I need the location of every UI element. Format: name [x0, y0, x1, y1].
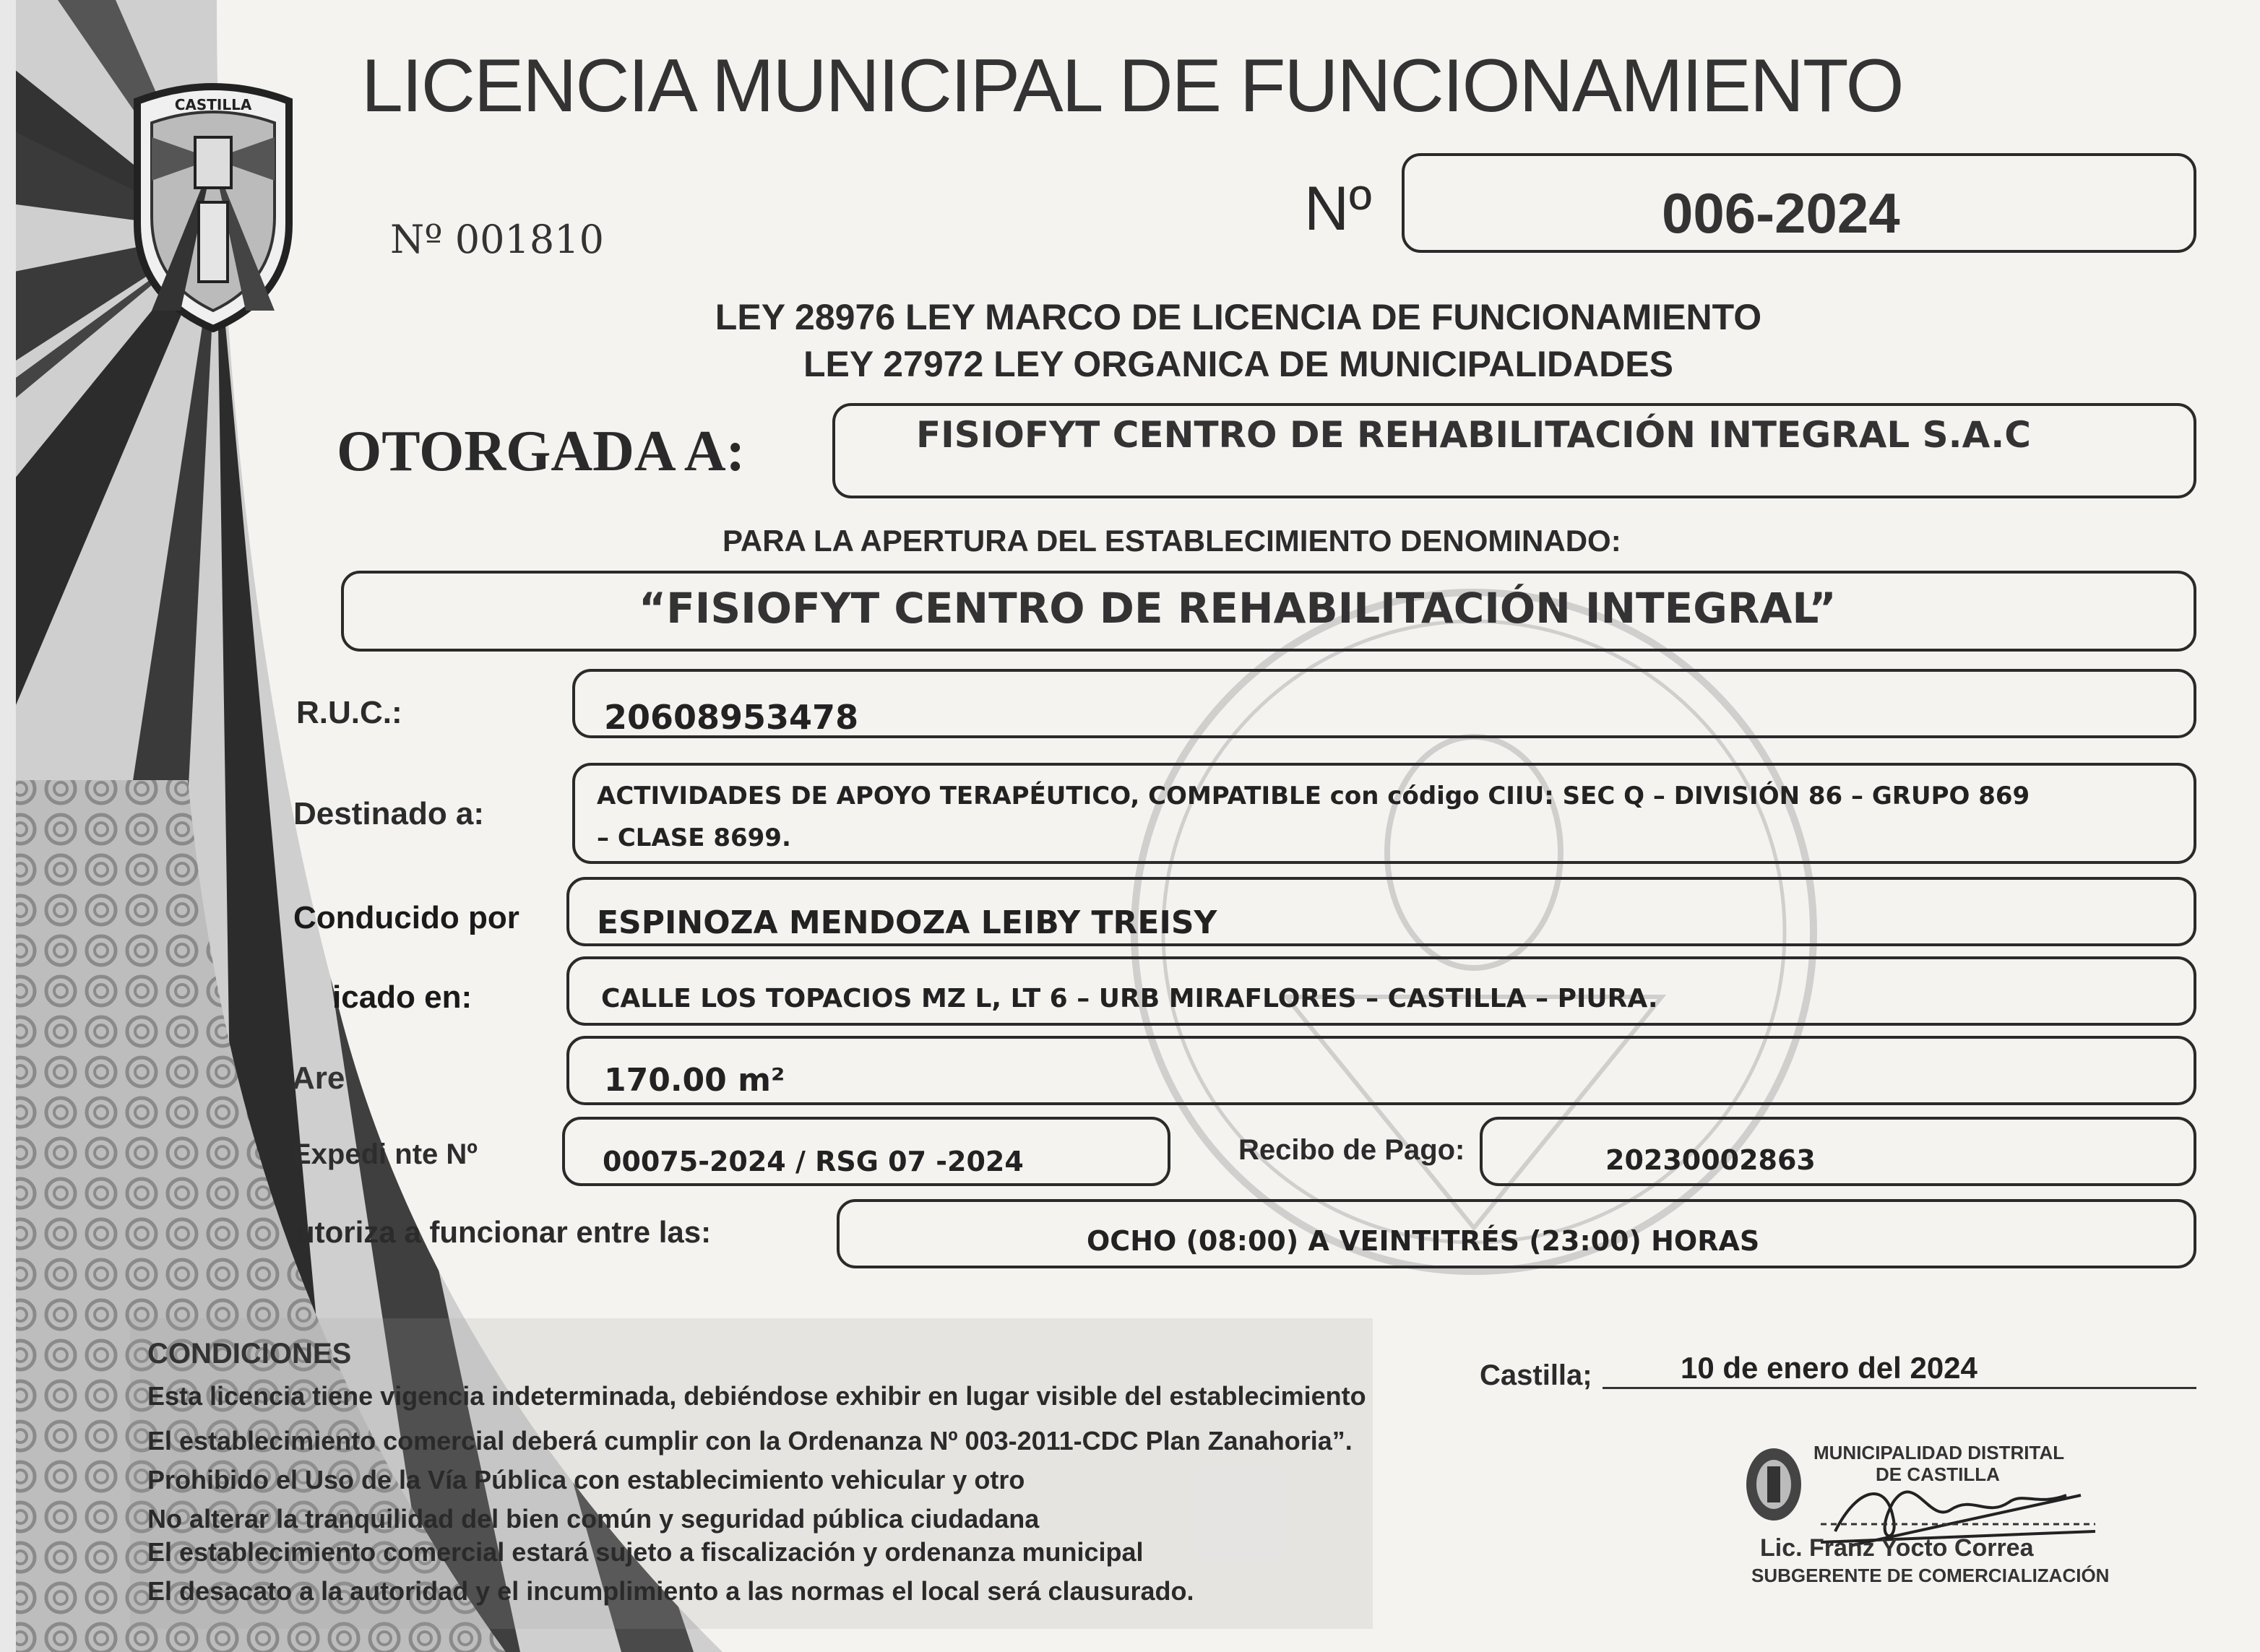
condition-item: Prohibido el Uso de la Vía Pública con establecimiento vehicular y otro [147, 1465, 1025, 1495]
expediente-value: 00075-2024 / RSG 07 -2024 [603, 1146, 1024, 1177]
recibo-value: 20230002863 [1605, 1144, 1816, 1176]
grantee-name: FISIOFYT CENTRO DE REHABILITACIÓN INTEGRAL S.A.C [916, 414, 2031, 456]
horario-label: utoriza a funcionar entre las: [296, 1215, 712, 1249]
conducido-value: ESPINOZA MENDOZA LEIBY TREISY [597, 904, 1217, 941]
conditions-heading: CONDICIONES [147, 1338, 352, 1370]
grantee-label: OTORGADA A: [337, 420, 746, 483]
ubicado-value: CALLE LOS TOPACIOS MZ L, LT 6 – URB MIRAFLORES – CASTILLA – PIURA. [601, 984, 1658, 1013]
horario-value: OCHO (08:00) A VEINTITRÉS (23:00) HORAS [1087, 1225, 1760, 1257]
municipal-seal-icon [123, 79, 303, 332]
area-label: Are [292, 1060, 345, 1096]
condition-item: Esta licencia tiene vigencia indeterminada, debiéndose exhibir en lugar visible del establecimiento [147, 1381, 1366, 1411]
area-value: 170.00 m² [604, 1062, 785, 1099]
svg-text:CASTILLA: CASTILLA [174, 96, 252, 113]
signer-title: SUBGERENTE DE COMERCIALIZACIÓN [1751, 1565, 2110, 1586]
stamp-line-2: DE CASTILLA [1876, 1463, 2000, 1485]
date-underline [1603, 1387, 2196, 1389]
condition-item: El desacato a la autoridad y el incumplimiento a las normas el local será clausurado. [147, 1576, 1194, 1606]
condition-item: No alterar la tranquilidad del bien común y seguridad pública ciudadana [147, 1504, 1040, 1534]
issue-place: Castilla; [1480, 1359, 1592, 1391]
area-box [566, 1036, 2196, 1105]
destino-line-1: ACTIVIDADES DE APOYO TERAPÉUTICO, COMPATIBLE con código CIIU: SEC Q – DIVISIÓN 86 – GRUPO 869 [597, 782, 2030, 810]
ubicado-label: icado en: [332, 979, 473, 1015]
serial-number: Nº 001810 [390, 217, 604, 262]
law-line-2: LEY 27972 LEY ORGANICA DE MUNICIPALIDADES [803, 344, 1673, 384]
document-title: LICENCIA MUNICIPAL DE FUNCIONAMIENTO [361, 44, 1903, 128]
destino-line-2: – CLASE 8699. [597, 823, 791, 852]
establishment-label: PARA LA APERTURA DEL ESTABLECIMIENTO DENOMINADO: [723, 524, 1621, 558]
ruc-value: 20608953478 [604, 698, 859, 737]
destino-label: Destinado a: [293, 796, 485, 831]
recibo-label: Recibo de Pago: [1238, 1134, 1465, 1166]
destino-box [572, 763, 2196, 864]
signer-name: Lic. Franz Yocto Correa [1760, 1534, 2034, 1562]
recibo-box [1480, 1117, 2196, 1186]
stamp-seal-icon [1741, 1445, 1806, 1531]
stamp-line-1: MUNICIPALIDAD DISTRITAL [1813, 1442, 2065, 1463]
ruc-label: R.U.C.: [296, 695, 402, 730]
condition-item: El establecimiento comercial deberá cumplir con la Ordenanza Nº 003-2011-CDC Plan Zanahoria”. [147, 1426, 1353, 1456]
law-line-1: LEY 28976 LEY MARCO DE LICENCIA DE FUNCIONAMIENTO [715, 297, 1762, 337]
conducido-label: Conducido por [293, 900, 519, 935]
condition-item: El establecimiento comercial estará sujeto a fiscalización y ordenanza municipal [147, 1537, 1144, 1567]
issue-date: 10 de enero del 2024 [1681, 1351, 1978, 1385]
expediente-label: Expedi nte Nº [292, 1138, 478, 1170]
license-number-label: Nº [1304, 174, 1372, 243]
license-number: 006-2024 [1662, 181, 1900, 245]
establishment-name: “FISIOFYT CENTRO DE REHABILITACIÓN INTEGRAL” [639, 584, 1837, 633]
